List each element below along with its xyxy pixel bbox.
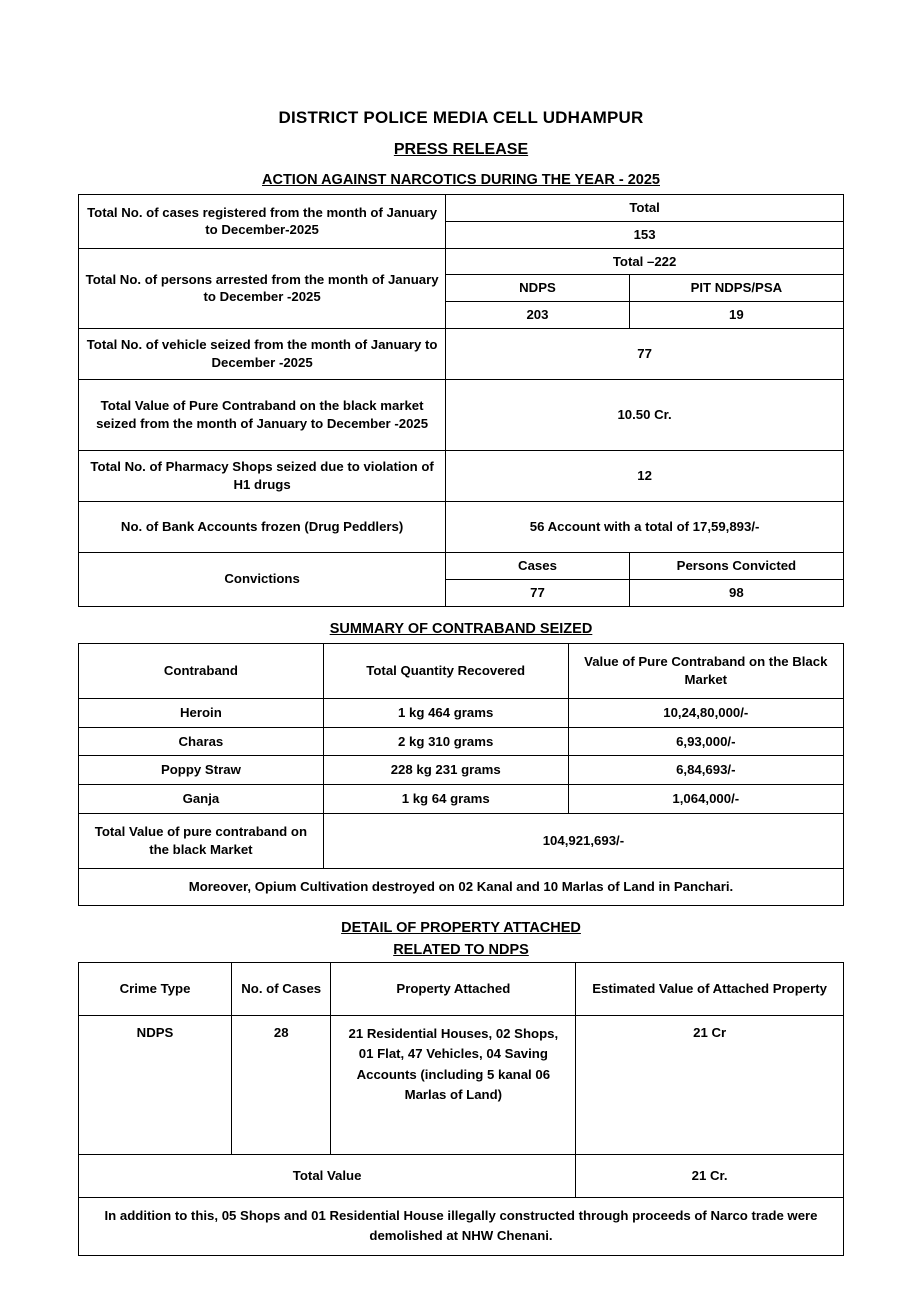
ndps-header: NDPS (446, 275, 630, 302)
property-attached-col-header: Property Attached (331, 962, 576, 1015)
table-row (79, 195, 844, 222)
contraband-section-heading: SUMMARY OF CONTRABAND SEIZED (329, 620, 593, 637)
table-header-row (79, 962, 844, 1015)
contraband-summary-table (78, 643, 844, 906)
contraband-col-header: Contraband (79, 643, 324, 698)
estimated-value-col-header: Estimated Value of Attached Property (576, 962, 844, 1015)
pure-contraband-label: Total Value of Pure Contraband on the black market seized from the month of January to December -2025 (79, 380, 446, 451)
opium-cultivation-note: Moreover, Opium Cultivation destroyed on 02 Kanal and 10 Marlas of Land in Panchari. (79, 868, 844, 905)
convictions-cases-value: 77 (446, 579, 630, 606)
convictions-cases-header: Cases (446, 553, 630, 580)
pharmacy-shops-label: Total No. of Pharmacy Shops seized due to violation of H1 drugs (79, 451, 446, 502)
table-header-row (79, 643, 844, 698)
property-attached-table (78, 962, 844, 1256)
vehicle-seized-value: 77 (446, 329, 844, 380)
table-row (79, 248, 844, 275)
convictions-label: Convictions (79, 553, 446, 607)
property-total-label: Total Value (79, 1154, 576, 1197)
persons-total-value: Total –222 (446, 248, 844, 275)
bank-accounts-value: 56 Account with a total of 17,59,893/- (446, 502, 844, 553)
crime-type-col-header: Crime Type (79, 962, 232, 1015)
table-row (79, 1154, 844, 1197)
table-row (79, 785, 844, 814)
narcotics-summary-table (78, 194, 844, 607)
persons-arrested-label: Total No. of persons arrested from the month of January to December -2025 (79, 248, 446, 328)
contraband-name: Charas (79, 727, 324, 756)
contraband-quantity: 228 kg 231 grams (323, 756, 568, 785)
contraband-value: 1,064,000/- (568, 785, 843, 814)
cases-value: 28 (232, 1015, 331, 1154)
cases-total-value: 153 (446, 221, 844, 248)
contraband-quantity: 1 kg 464 grams (323, 698, 568, 727)
table-row (79, 1197, 844, 1255)
property-total-value: 21 Cr. (576, 1154, 844, 1197)
table-row (79, 553, 844, 580)
contraband-total-value: 104,921,693/- (323, 813, 843, 868)
contraband-name: Heroin (79, 698, 324, 727)
convictions-persons-value: 98 (629, 579, 843, 606)
pure-contraband-value: 10.50 Cr. (446, 380, 844, 451)
property-section-heading-line2: RELATED TO NDPS (393, 941, 529, 958)
ndps-value: 203 (446, 302, 630, 329)
cases-total-header: Total (446, 195, 844, 222)
contraband-value: 10,24,80,000/- (568, 698, 843, 727)
value-col-header: Value of Pure Contraband on the Black Market (568, 643, 843, 698)
narcotics-section-heading: ACTION AGAINST NARCOTICS DURING THE YEAR - 2025 (262, 172, 660, 188)
table-row (79, 329, 844, 380)
table-row (79, 868, 844, 905)
convictions-persons-header: Persons Convicted (629, 553, 843, 580)
pit-ndps-header: PIT NDPS/PSA (629, 275, 843, 302)
pit-ndps-value: 19 (629, 302, 843, 329)
contraband-value: 6,84,693/- (568, 756, 843, 785)
estimated-value-value: 21 Cr (576, 1015, 844, 1154)
property-attached-value: 21 Residential Houses, 02 Shops, 01 Flat, 47 Vehicles, 04 Saving Accounts (including 5 kanal 06 Marlas of Land) (331, 1015, 576, 1154)
demolition-note: In addition to this, 05 Shops and 01 Residential House illegally constructed through proceeds of Narco trade were demolished at NHW Chenani. (79, 1197, 844, 1255)
contraband-value: 6,93,000/- (568, 727, 843, 756)
property-section-heading-line1: DETAIL OF PROPERTY ATTACHED (341, 919, 581, 936)
table-row (79, 813, 844, 868)
table-row (79, 380, 844, 451)
document-header (78, 108, 844, 188)
contraband-quantity: 2 kg 310 grams (323, 727, 568, 756)
contraband-name: Poppy Straw (79, 756, 324, 785)
contraband-quantity: 1 kg 64 grams (323, 785, 568, 814)
table-row (79, 1015, 844, 1154)
table-row (79, 502, 844, 553)
pharmacy-shops-value: 12 (446, 451, 844, 502)
page-title: DISTRICT POLICE MEDIA CELL UDHAMPUR (278, 108, 644, 127)
vehicle-seized-label: Total No. of vehicle seized from the month of January to December -2025 (79, 329, 446, 380)
press-release-subtitle: PRESS RELEASE (393, 141, 529, 158)
table-row (79, 727, 844, 756)
contraband-name: Ganja (79, 785, 324, 814)
cases-registered-label: Total No. of cases registered from the month of January to December-2025 (79, 195, 446, 249)
table-row (79, 451, 844, 502)
contraband-total-label: Total Value of pure contraband on the black Market (79, 813, 324, 868)
table-row (79, 756, 844, 785)
bank-accounts-label: No. of Bank Accounts frozen (Drug Peddlers) (79, 502, 446, 553)
table-row (79, 698, 844, 727)
quantity-col-header: Total Quantity Recovered (323, 643, 568, 698)
cases-col-header: No. of Cases (232, 962, 331, 1015)
crime-type-value: NDPS (79, 1015, 232, 1154)
